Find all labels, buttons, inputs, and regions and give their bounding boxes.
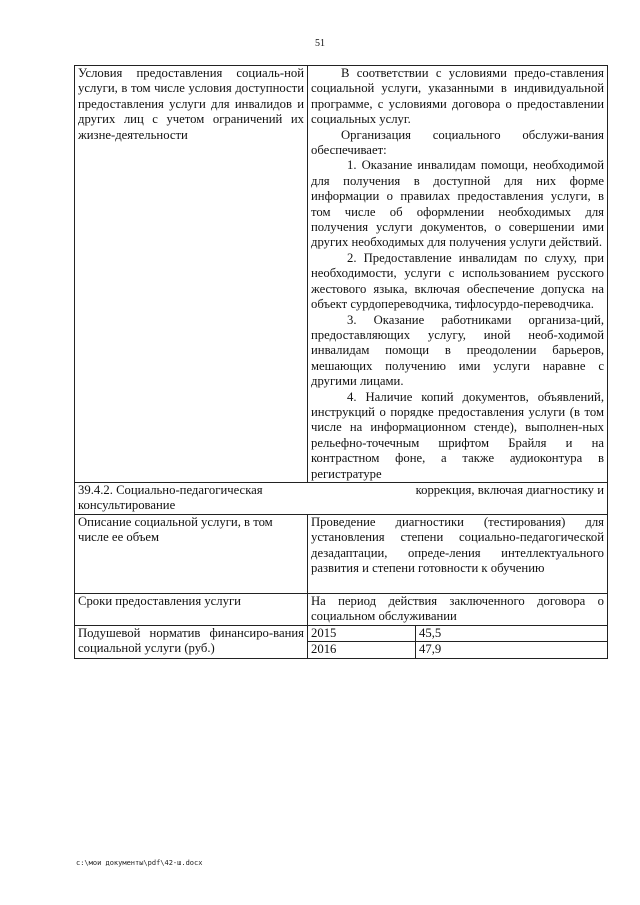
conditions-list-item: 1. Оказание инвалидам помощи, необходимой для получения в доступной для них форме информации о правилах предоставления услуги, в том числе об оформлении необходимых для получения услуги документов, о совершении ими других необходимых для получения услуги действий. <box>311 158 604 250</box>
footer-file-path: c:\мои документы\pdf\42-ш.docx <box>76 859 203 867</box>
normative-label: Подушевой норматив финансиро-вания социальной услуги (руб.) <box>75 625 308 658</box>
table-row-conditions <box>75 66 608 483</box>
section-heading-right: коррекция, включая диагностику и <box>415 482 604 497</box>
normative-amount: 45,5 <box>416 625 608 641</box>
terms-value: На период действия заключенного договора о социальном обслуживании <box>308 593 608 625</box>
table-row-normative <box>75 625 608 641</box>
normative-year: 2015 <box>308 625 416 641</box>
conditions-paragraph: В соответствии с условиями предо-ставления социальной услуги, указанными в индивидуальной программе, с условиями договора о предоставлении социальных услуг. <box>311 66 604 127</box>
table-row-section-heading <box>75 482 608 514</box>
description-value: Проведение диагностики (тестирования) для установления степени социально-педагогической дезадаптации, опреде-ления интеллектуального развития и степени готовности к обучению <box>308 514 608 593</box>
normative-year: 2016 <box>308 642 416 658</box>
section-heading-continuation: консультирование <box>78 498 176 513</box>
conditions-list-item: 3. Оказание работниками организа-ций, предоставляющих услугу, иной необ-ходимой инвалидам помощи в преодолении барьеров, мешающих получению ими услуги наравне с другими лицами. <box>311 312 604 389</box>
terms-label: Сроки предоставления услуги <box>75 593 308 625</box>
description-label: Описание социальной услуги, в том числе ее объем <box>75 514 308 593</box>
section-heading-left: 39.4.2. Социально-педагогическая <box>78 482 263 497</box>
page-number: 51 <box>315 38 325 49</box>
conditions-value <box>308 66 608 483</box>
conditions-list-item: 2. Предоставление инвалидам по слуху, при необходимости, услуги с использованием русского жестового языка, включая обеспечение допуска на объект сурдопереводчика, тифлосурдо-переводчика. <box>311 250 604 312</box>
service-table <box>74 65 608 659</box>
table-row-description <box>75 514 608 593</box>
conditions-paragraph: Организация социального обслужи-вания обеспечивает: <box>311 127 604 158</box>
table-row-terms <box>75 593 608 625</box>
normative-amount: 47,9 <box>416 642 608 658</box>
section-heading <box>75 482 608 514</box>
conditions-label: Условия предоставления социаль-ной услуги, в том числе условия доступности предоставления услуги для инвалидов и других лиц с учетом ограничений их жизне-деятельности <box>75 66 308 483</box>
conditions-list-item: 4. Наличие копий документов, объявлений, инструкций о порядке предоставления услуги (в том числе на информационном стенде), выполнен-ных рельефно-точечным шрифтом Брайля и на контрастном фоне, а также аудиоконтура в регистратуре <box>311 389 604 481</box>
